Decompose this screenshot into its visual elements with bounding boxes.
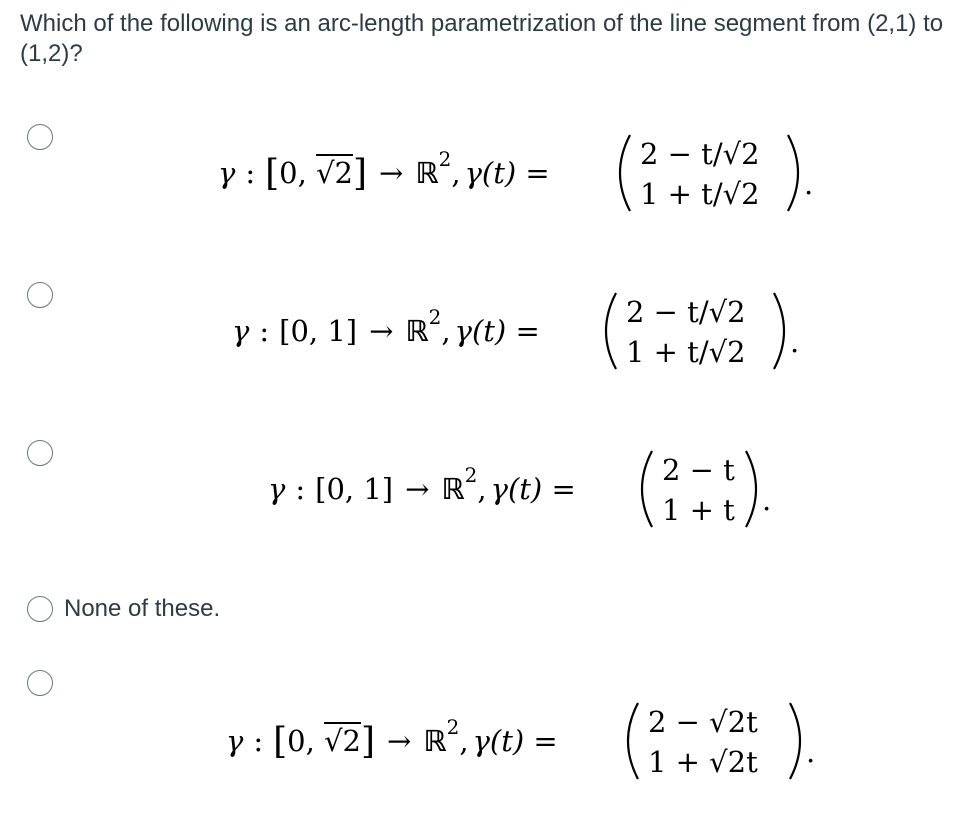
vector-bottom-entry: 1 + t/√2 — [640, 177, 760, 211]
option-d-label[interactable]: None of these. — [64, 595, 221, 622]
codomain-symbol: ℝ — [405, 314, 429, 348]
vector-top-entry: 2 − t/√2 — [640, 137, 760, 171]
codomain-symbol: ℝ — [441, 472, 465, 506]
option-e-formula: γ : [ 0 , √2 ] → ℝ 2 , γ(t) = 2 − √2t 1 + √2t . — [226, 691, 826, 791]
column-vector: 2 − t/√2 1 + t/√2 . — [598, 281, 758, 381]
radio-option-a[interactable] — [27, 124, 53, 150]
vector-top-entry: 2 − t — [662, 453, 735, 487]
codomain-symbol: ℝ — [415, 156, 439, 190]
vector-bottom-entry: 1 + √2t — [648, 745, 758, 779]
codomain-symbol: ℝ — [423, 724, 447, 758]
domain-interval: [ — [265, 152, 280, 194]
option-a-formula: γ : [ 0 , √2 ] → ℝ 2 , γ(t) = 2 − t/√2 1 + t/√2 . — [218, 123, 838, 223]
gamma-symbol: γ — [226, 724, 244, 758]
option-b-formula: γ : [0, 1] → ℝ 2 , γ(t) = 2 − t/√2 1 + t/√2 . — [232, 281, 832, 381]
gamma-symbol: γ — [218, 156, 236, 190]
question-text: Which of the following is an arc-length parametrization of the line segment from (2,1) to (1,2)? — [20, 10, 944, 67]
column-vector: 2 − t/√2 1 + t/√2 . — [612, 123, 772, 223]
radio-option-c[interactable] — [27, 440, 53, 466]
column-vector: 2 − √2t 1 + √2t . — [620, 691, 780, 791]
vector-top-entry: 2 − t/√2 — [626, 295, 746, 329]
sqrt2: √2 — [324, 724, 361, 758]
sqrt2: √2 — [316, 156, 353, 190]
radio-option-d[interactable] — [27, 596, 53, 622]
gamma-symbol: γ — [232, 314, 250, 348]
gamma-symbol: γ — [268, 472, 286, 506]
vector-bottom-entry: 1 + t — [662, 493, 735, 527]
domain-interval: [0, 1] — [279, 314, 358, 348]
option-c-formula: γ : [0, 1] → ℝ 2 , γ(t) = 2 − t 1 + t . — [268, 439, 808, 539]
vector-bottom-entry: 1 + t/√2 — [626, 335, 746, 369]
radio-option-e[interactable] — [27, 670, 53, 696]
domain-interval: [0, 1] — [315, 472, 394, 506]
radio-option-b[interactable] — [27, 282, 53, 308]
column-vector: 2 − t 1 + t . — [634, 439, 794, 539]
domain-interval: [ — [273, 720, 288, 762]
vector-top-entry: 2 − √2t — [648, 705, 758, 739]
